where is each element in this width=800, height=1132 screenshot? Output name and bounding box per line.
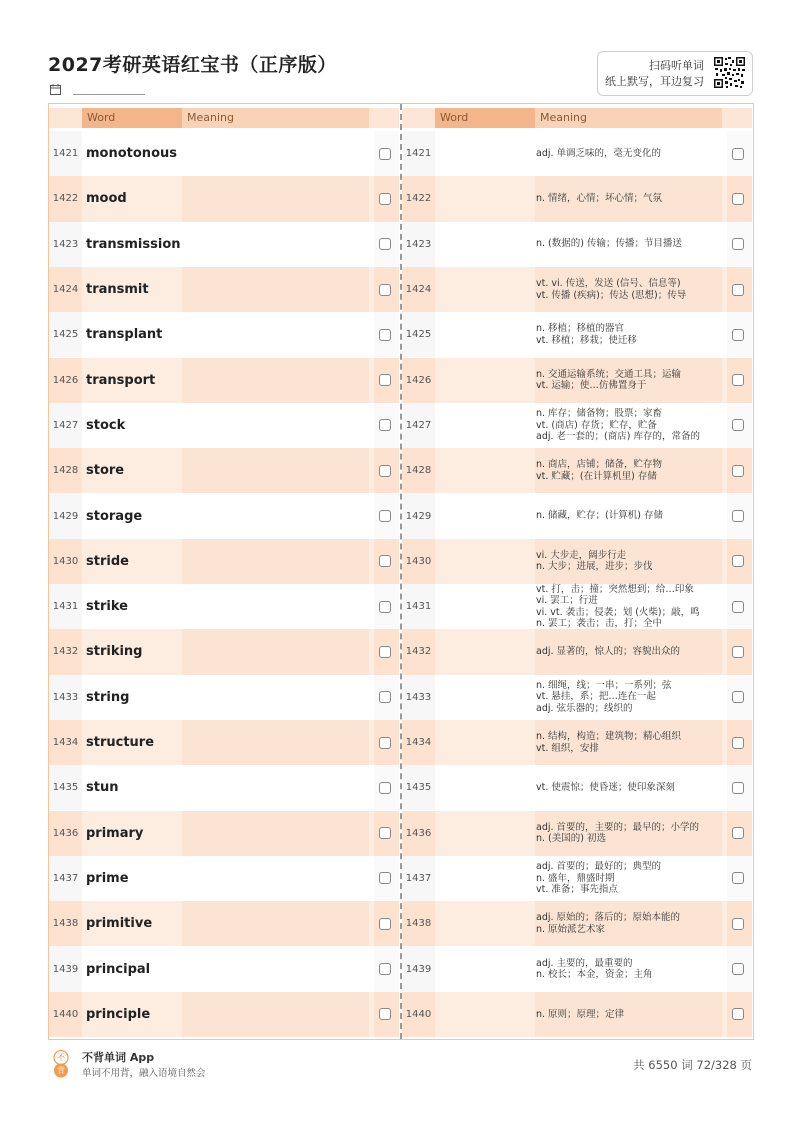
word-text: primary — [86, 825, 144, 841]
check-cell — [374, 358, 399, 403]
checkbox[interactable] — [379, 918, 391, 930]
check-cell — [727, 901, 752, 946]
table-row — [402, 901, 752, 946]
meaning-blank-cell[interactable] — [182, 403, 369, 448]
checkbox[interactable] — [732, 329, 744, 341]
row-number: 1424 — [49, 267, 82, 312]
meaning-text: n. 交通运输系统；交通工具；运输 vt. 运输；使…仿佛置身于 — [536, 368, 682, 392]
checkbox[interactable] — [732, 419, 744, 431]
checkbox[interactable] — [379, 329, 391, 341]
checkbox[interactable] — [732, 918, 744, 930]
checkbox[interactable] — [379, 601, 391, 613]
check-cell — [727, 629, 752, 674]
checkbox[interactable] — [732, 691, 744, 703]
row-number: 1431 — [402, 584, 435, 629]
word-text: storage — [86, 508, 143, 524]
table-row — [402, 267, 752, 312]
checkbox[interactable] — [732, 555, 744, 567]
check-cell — [374, 267, 399, 312]
checkbox[interactable] — [732, 872, 744, 884]
table-row — [49, 992, 399, 1037]
meaning-blank-cell[interactable] — [182, 765, 369, 810]
meaning-blank-cell[interactable] — [182, 901, 369, 946]
word-text: stun — [86, 780, 119, 796]
checkbox[interactable] — [379, 238, 391, 250]
check-cell — [374, 403, 399, 448]
meaning-text: n. 原则；原理；定律 — [536, 1008, 625, 1020]
number-header — [402, 108, 435, 128]
table-row — [49, 946, 399, 991]
table-row — [402, 765, 752, 810]
meaning-text: vt. 使震惊；使昏迷；使印象深刻 — [536, 782, 675, 794]
row-number: 1439 — [402, 946, 435, 991]
table-row — [49, 720, 399, 765]
checkbox[interactable] — [732, 646, 744, 658]
meaning-text: n. 结构，构造；建筑物；精心组织 vt. 组织，安排 — [536, 731, 682, 754]
word-text: principle — [86, 1006, 151, 1022]
row-number: 1433 — [402, 675, 435, 720]
row-number: 1435 — [402, 765, 435, 810]
logo-char-bottom: 背 — [57, 1066, 65, 1075]
checkbox[interactable] — [732, 465, 744, 477]
word-text: transport — [86, 372, 156, 388]
checkbox[interactable] — [379, 691, 391, 703]
row-number: 1422 — [402, 176, 435, 221]
row-number: 1422 — [49, 176, 82, 221]
table-row — [49, 222, 399, 267]
table-row — [49, 856, 399, 901]
word-table — [48, 103, 754, 1040]
check-cell — [727, 267, 752, 312]
check-cell — [374, 448, 399, 493]
meaning-header: Meaning — [535, 108, 722, 128]
table-row — [49, 765, 399, 810]
word-text: stride — [86, 553, 129, 569]
meaning-text: adj. 主要的，最重要的 n. 校长；本金，资金；主角 — [536, 957, 653, 981]
word-text: monotonous — [86, 146, 177, 162]
word-text: transplant — [86, 327, 163, 343]
check-cell — [727, 448, 752, 493]
row-number: 1423 — [402, 222, 435, 267]
check-cell — [727, 176, 752, 221]
word-text: transmission — [86, 236, 181, 252]
meaning-text: n. 库存；储备物；股票；家畜 vt. (商店) 存货；贮存，贮备 adj. 老一套的；(商店) 库存的，常备的 — [536, 408, 700, 443]
row-number: 1427 — [402, 403, 435, 448]
check-cell — [727, 312, 752, 357]
word-text: striking — [86, 644, 143, 660]
table-row — [402, 946, 752, 991]
checkbox[interactable] — [732, 238, 744, 250]
row-number: 1436 — [49, 811, 82, 856]
check-cell — [374, 901, 399, 946]
checkbox[interactable] — [732, 284, 744, 296]
word-header: Word — [435, 108, 535, 128]
checkbox[interactable] — [732, 963, 744, 975]
check-cell — [727, 765, 752, 810]
qr-line2: 纸上默写，耳边复习 — [605, 75, 704, 88]
checkbox[interactable] — [379, 1008, 391, 1020]
meaning-text: adj. 首要的，主要的；最早的；小学的 n. (美国的) 初选 — [536, 821, 700, 845]
check-cell — [374, 720, 399, 765]
meaning-blank-cell[interactable] — [182, 539, 369, 584]
check-cell — [727, 811, 752, 856]
checkbox[interactable] — [379, 737, 391, 749]
check-cell — [727, 856, 752, 901]
table-row — [49, 448, 399, 493]
meaning-text: adj. 原始的；落后的；原始本能的 n. 原始派艺术家 — [536, 912, 681, 935]
check-cell — [727, 946, 752, 991]
table-row — [49, 675, 399, 720]
table-row — [49, 403, 399, 448]
date-blank-line — [73, 84, 145, 95]
meaning-text: vi. 大步走，阔步行走 n. 大步；进展，进步；步伐 — [536, 549, 653, 573]
row-number: 1437 — [402, 856, 435, 901]
row-number: 1429 — [402, 493, 435, 538]
table-row — [402, 358, 752, 403]
app-logo — [51, 1050, 71, 1078]
check-cell — [374, 539, 399, 584]
meaning-blank-cell[interactable] — [182, 358, 369, 403]
row-number: 1421 — [402, 131, 435, 176]
row-number: 1431 — [49, 584, 82, 629]
meaning-text: n. 细绳，线；一串；一系列；弦 vt. 悬挂，系；把…连在一起 adj. 弦乐器的；线织的 — [536, 679, 672, 714]
meaning-text: vt. vi. 传送，发送 (信号、信息等) vt. 传播 (疾病)；传达 (思想)；传导 — [536, 278, 687, 301]
row-number: 1423 — [49, 222, 82, 267]
checkbox[interactable] — [732, 193, 744, 205]
check-cell — [727, 358, 752, 403]
check-cell — [727, 131, 752, 176]
word-text: primitive — [86, 916, 153, 932]
checkbox[interactable] — [732, 782, 744, 794]
number-header — [49, 108, 82, 128]
row-number: 1440 — [49, 992, 82, 1037]
checkbox[interactable] — [379, 465, 391, 477]
row-number: 1440 — [402, 992, 435, 1037]
checkbox[interactable] — [732, 737, 744, 749]
checkbox[interactable] — [379, 284, 391, 296]
row-number: 1427 — [49, 403, 82, 448]
row-number: 1425 — [49, 312, 82, 357]
meaning-blank-cell[interactable] — [182, 448, 369, 493]
meaning-blank-cell[interactable] — [182, 176, 369, 221]
table-row — [49, 493, 399, 538]
meaning-text: n. (数据的) 传输；传播；节目播送 — [536, 238, 682, 250]
check-cell — [727, 675, 752, 720]
checkbox[interactable] — [379, 782, 391, 794]
check-cell — [374, 946, 399, 991]
check-cell — [727, 403, 752, 448]
row-number: 1434 — [402, 720, 435, 765]
check-cell — [727, 539, 752, 584]
table-row — [49, 901, 399, 946]
check-cell — [374, 629, 399, 674]
table-row — [402, 856, 752, 901]
checkbox[interactable] — [732, 827, 744, 839]
meaning-text: adj. 首要的；最好的；典型的 n. 盛年，鼎盛时期 vt. 准备；事先指点 — [536, 861, 662, 896]
meaning-blank-cell[interactable] — [182, 720, 369, 765]
table-row — [402, 493, 752, 538]
check-cell — [727, 493, 752, 538]
table-row — [402, 720, 752, 765]
word-text: string — [86, 689, 130, 705]
page-title: 2027考研英语红宝书（正序版） — [48, 54, 337, 76]
meaning-blank-cell[interactable] — [182, 131, 369, 176]
checkbox[interactable] — [379, 827, 391, 839]
row-number: 1432 — [402, 629, 435, 674]
row-number: 1433 — [49, 675, 82, 720]
checkbox[interactable] — [732, 374, 744, 386]
checkbox[interactable] — [379, 963, 391, 975]
check-cell — [727, 222, 752, 267]
check-cell — [374, 222, 399, 267]
row-number: 1429 — [49, 493, 82, 538]
row-number: 1426 — [49, 358, 82, 403]
calendar-icon — [50, 80, 61, 99]
logo-char-top: 不 — [57, 1053, 65, 1062]
checkbox[interactable] — [379, 374, 391, 386]
checkbox[interactable] — [379, 510, 391, 522]
qr-listen-box[interactable] — [597, 51, 753, 96]
app-slogan: 单词不用背，融入语境自然会 — [82, 1068, 206, 1079]
meaning-text: n. 商店，店铺；储备，贮存物 vt. 贮藏；(在计算机里) 存储 — [536, 459, 663, 482]
check-cell — [374, 131, 399, 176]
row-number: 1434 — [49, 720, 82, 765]
meaning-blank-cell[interactable] — [182, 267, 369, 312]
checkbox[interactable] — [732, 148, 744, 160]
row-number: 1430 — [402, 539, 435, 584]
row-number: 1432 — [49, 629, 82, 674]
checkbox[interactable] — [379, 148, 391, 160]
check-cell — [727, 584, 752, 629]
check-cell — [374, 765, 399, 810]
meaning-blank-cell[interactable] — [182, 629, 369, 674]
table-row — [49, 176, 399, 221]
table-row — [402, 675, 752, 720]
table-row — [402, 176, 752, 221]
checkbox[interactable] — [379, 646, 391, 658]
table-row — [402, 584, 752, 629]
meaning-text: n. 储藏，贮存；(计算机) 存储 — [536, 510, 663, 522]
word-text: transmit — [86, 282, 149, 298]
word-text: structure — [86, 735, 155, 751]
meaning-column — [402, 104, 752, 1039]
check-cell — [374, 811, 399, 856]
meaning-blank-cell[interactable] — [182, 856, 369, 901]
meaning-blank-cell[interactable] — [182, 312, 369, 357]
check-header — [369, 108, 399, 128]
checkbox[interactable] — [379, 555, 391, 567]
row-number: 1428 — [49, 448, 82, 493]
check-cell — [374, 584, 399, 629]
table-row — [49, 811, 399, 856]
word-header: Word — [82, 108, 182, 128]
word-text: stock — [86, 417, 126, 433]
row-number: 1421 — [49, 131, 82, 176]
word-text: store — [86, 463, 125, 479]
row-number: 1430 — [49, 539, 82, 584]
check-cell — [374, 493, 399, 538]
page-counter: 共 6550 词 72/328 页 — [633, 1058, 752, 1072]
table-row — [49, 267, 399, 312]
meaning-blank-cell[interactable] — [182, 222, 369, 267]
meaning-text: adj. 单调乏味的，毫无变化的 — [536, 147, 662, 159]
row-number: 1437 — [49, 856, 82, 901]
row-number: 1425 — [402, 312, 435, 357]
meaning-text: adj. 显著的，惊人的；容貌出众的 — [536, 646, 681, 658]
check-cell — [374, 176, 399, 221]
check-cell — [374, 856, 399, 901]
table-row — [402, 222, 752, 267]
check-cell — [374, 992, 399, 1037]
table-row — [402, 539, 752, 584]
meaning-blank-cell[interactable] — [182, 675, 369, 720]
meaning-text: vt. 打，击；撞；突然想到；给…印象 vi. 罢工；行进 vi. vt. 袭击；侵袭；划 (火柴)；敲，鸣 n. 罢工；袭击；击，打；全中 — [536, 583, 700, 630]
qr-line1: 扫码听单词 — [649, 59, 704, 72]
row-number: 1438 — [49, 901, 82, 946]
table-row — [402, 131, 752, 176]
check-cell — [727, 720, 752, 765]
qr-code-icon[interactable] — [713, 56, 746, 89]
checkbox[interactable] — [732, 510, 744, 522]
table-row — [49, 312, 399, 357]
table-row — [49, 584, 399, 629]
table-row — [49, 629, 399, 674]
app-name: 不背单词 App — [82, 1051, 155, 1064]
row-number: 1426 — [402, 358, 435, 403]
word-text: prime — [86, 870, 129, 886]
table-row — [402, 403, 752, 448]
row-number: 1439 — [49, 946, 82, 991]
checkbox[interactable] — [379, 193, 391, 205]
check-cell — [374, 312, 399, 357]
table-row — [49, 539, 399, 584]
meaning-blank-cell[interactable] — [182, 584, 369, 629]
word-text: principal — [86, 961, 151, 977]
table-row — [402, 629, 752, 674]
check-cell — [727, 992, 752, 1037]
check-header — [722, 108, 752, 128]
table-row — [402, 312, 752, 357]
word-column — [49, 104, 399, 1039]
table-row — [402, 811, 752, 856]
table-row — [49, 131, 399, 176]
date-row — [50, 80, 145, 99]
word-text: mood — [86, 191, 127, 207]
meaning-blank-cell[interactable] — [182, 811, 369, 856]
word-text: strike — [86, 599, 128, 615]
meaning-text: n. 移植；移植的器官 vt. 移植；移栽；使迁移 — [536, 323, 637, 346]
meaning-blank-cell[interactable] — [182, 992, 369, 1037]
checkbox[interactable] — [379, 872, 391, 884]
row-number: 1428 — [402, 448, 435, 493]
table-row — [402, 448, 752, 493]
row-number: 1436 — [402, 811, 435, 856]
table-row — [402, 992, 752, 1037]
table-row — [49, 358, 399, 403]
row-number: 1435 — [49, 765, 82, 810]
row-number: 1438 — [402, 901, 435, 946]
checkbox[interactable] — [379, 419, 391, 431]
row-number: 1424 — [402, 267, 435, 312]
meaning-header: Meaning — [182, 108, 369, 128]
meaning-blank-cell[interactable] — [182, 493, 369, 538]
meaning-blank-cell[interactable] — [182, 946, 369, 991]
check-cell — [374, 675, 399, 720]
checkbox[interactable] — [732, 1008, 744, 1020]
checkbox[interactable] — [732, 601, 744, 613]
meaning-text: n. 情绪，心情；坏心情；气氛 — [536, 193, 663, 205]
